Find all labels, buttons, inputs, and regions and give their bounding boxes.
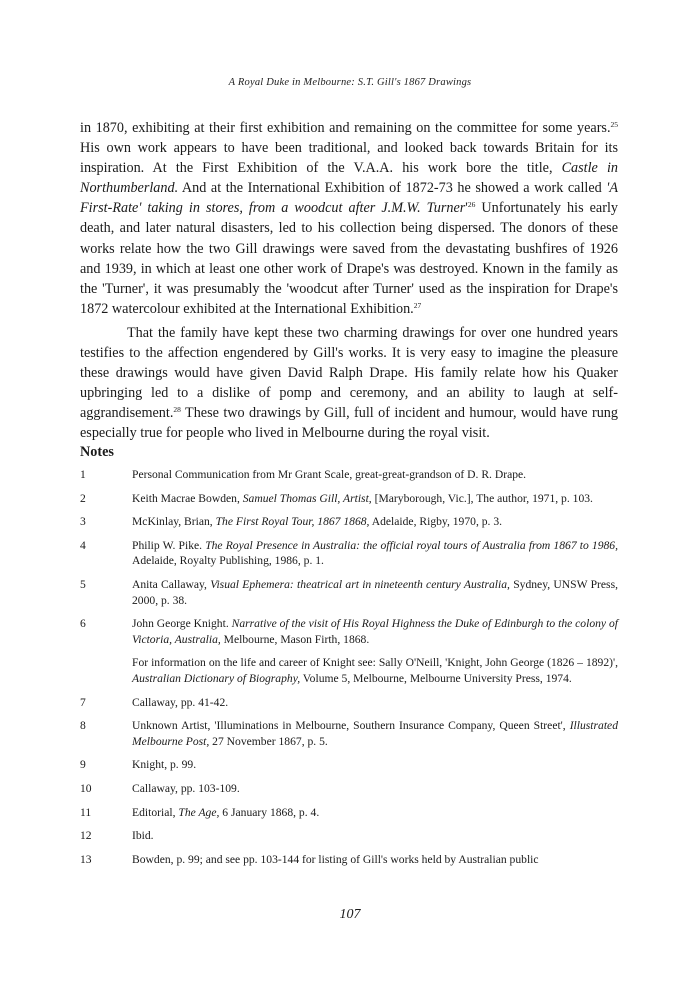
note-10: 10 Callaway, pp. 103-109. — [80, 781, 240, 795]
note-2: 2 Keith Macrae Bowden, Samuel Thomas Gill, Artist, [Maryborough, Vic.], The author, 1971, p. 103. — [80, 491, 593, 505]
paragraph-1: in 1870, exhibiting at their first exhibition and remaining on the committee for some years.$^{25}$ His own work appears to have been traditional, and looked back towards Britain for its inspiration. At the First Exhibition of the V.A.A. his work bore the title, Castle in Northumberland. And at the International Exhibition of 1872-73 he showed a work called 'A First-Rate' taking in stores, from a woodcut after J.M.W. $Turner'^{26}$ Unfortunately his early death, and later natural disasters, led to his collection being dispersed. The donors of these works relate how the two Gill drawings were saved from the devastating bushfires of 1926 and 1939, in which at least one other work of Drape's was destroyed. Known in the family as the 'Turner', it was presumably the 'woodcut after Turner' used as the inspiration for Drape's 1872 watercolour exhibited at the International Exhibition.$^{27}$ — [80, 120, 618, 317]
note-3: 3 McKinlay, Brian, The First Royal Tour, 1867 1868, Adelaide, Rigby, 1970, p. 3. — [80, 515, 503, 529]
running-head: A Royal Duke in Melbourne: S.T. Gill's 1867 Drawings — [228, 77, 472, 88]
note-12: 12 Ibid. — [80, 829, 154, 843]
page-number: 107 — [339, 907, 361, 922]
notes-list — [80, 467, 618, 875]
footnote-ref-27: 27 — [413, 300, 422, 310]
note-9: 9 Knight, p. 99. — [80, 758, 197, 772]
note-6-continuation: For information on the life and career of Knight see: Sally O'Neill, 'Knight, John George (1826 – 1892)', Australian Dictionary of Biography, Volume 5, Melbourne, Melbourne University Press, 1974. — [132, 656, 618, 685]
paragraph-2: That the family have kept these two charming drawings for over one hundred years testifies to the affection engendered by Gill's works. It is very easy to imagine the pleasure these drawings would have given David Ralph Drape. His family relate how his Quaker upbringing led to a dislike of pomp and ceremony, and an ability to laugh at self-aggrandisement.$^{28}$ These two drawings by Gill, full of incident and humour, would have rung especially true for people who lived in Melbourne during the royal visit. — [80, 324, 618, 442]
footnote-ref-25: 25 — [610, 120, 618, 129]
note-1: 1 Personal Communication from Mr Grant Scale, great-great-grandson of D. R. Drape. — [80, 468, 527, 481]
note-4: 4 Philip W. Pike. The Royal Presence in Australia: the official royal tours of Australia from 1867 to 1986, Adelaide, Royalty Publishing, 1986, p. 1. — [80, 538, 618, 568]
note-5: 5 Anita Callaway, Visual Ephemera: theatrical art in nineteenth century Australia, Sydney, UNSW Press, 2000, p. 38. — [80, 577, 618, 607]
note-8: 8 Unknown Artist, 'Illuminations in Melbourne, Southern Insurance Company, Queen Street', Illustrated Melbourne Post, 27 November 1867, p. 5. — [80, 719, 618, 748]
note-7: 7 Callaway, pp. 41-42. — [80, 695, 229, 709]
note-6: 6 John George Knight. Narrative of the visit of His Royal Highness the Duke of Edinburgh to the colony of Victoria, Australia, Melbourne, Mason Firth, 1868. — [80, 617, 618, 646]
note-11: 11 Editorial, The Age, 6 January 1868, p. 4. — [80, 805, 320, 819]
body-text — [80, 118, 618, 444]
footnote-ref-28: 28 — [173, 405, 181, 415]
footnote-ref-26: 26 — [467, 200, 476, 210]
note-13: 13 Bowden, p. 99; and see pp. 103-144 for listing of Gill's works held by Australian public — [80, 852, 539, 866]
notes-heading: Notes — [80, 444, 114, 460]
